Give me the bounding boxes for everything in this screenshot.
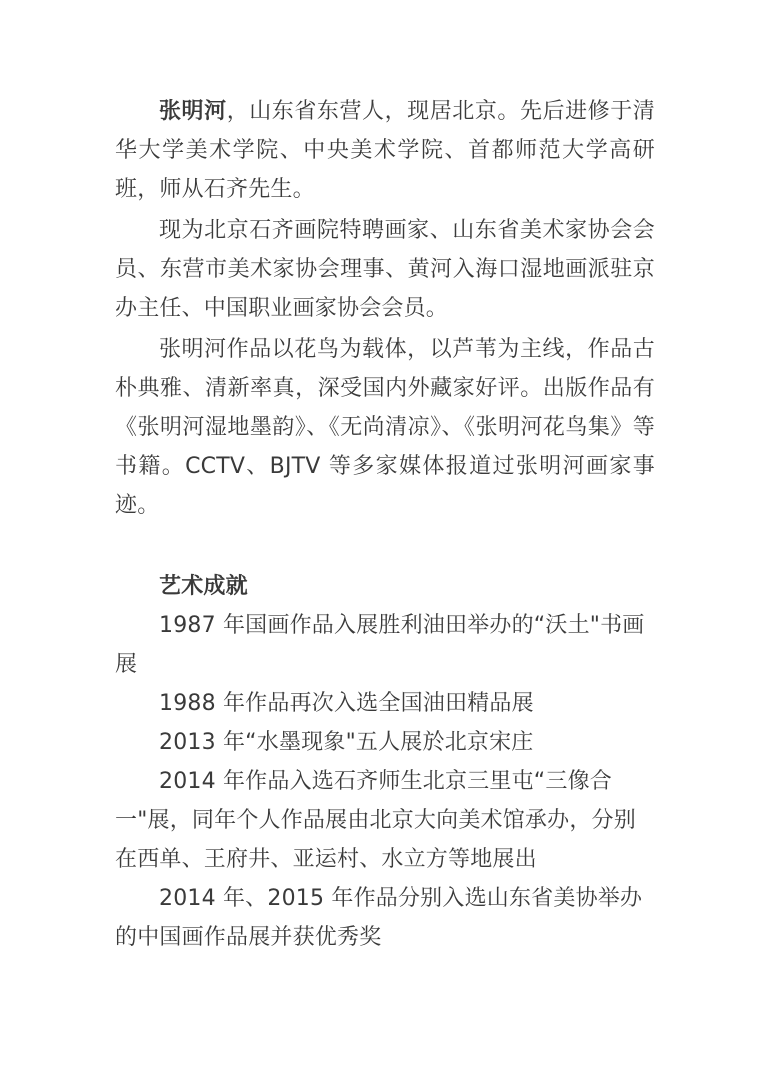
bio-works-paragraph: 张明河作品以花鸟为载体，以芦苇为主线，作品古朴典雅、清新率真，深受国内外藏家好评。出版作品有《张明河湿地墨韵》、《无尚清凉》、《张明河花鸟集》等书籍。CCTV、BJTV 等多家媒体报道过张明河画家事迹。	[115, 337, 655, 518]
section-spacer	[115, 527, 655, 567]
achievement-item-2014-2015: 2014 年、2015 年作品分别入选山东省美协举办的中国画作品展并获优秀奖	[115, 886, 643, 950]
bio-intro-text: ，山东省东营人，现居北京。先后进修于清华大学美术学院、中央美术学院、首都师范大学高研班，师从石齐先生。	[115, 99, 655, 202]
bio-intro-paragraph	[115, 92, 655, 209]
bio-positions-paragraph: 现为北京石齐画院特聘画家、山东省美术家协会会员、东营市美术家协会理事、黄河入海口湿地画派驻京办主任、中国职业画家协会会员。	[115, 218, 655, 321]
achievement-item-1987: 1987 年国画作品入展胜利油田举办的“沃土"书画展	[115, 613, 645, 677]
document-page	[115, 92, 655, 957]
artist-name: 张明河	[159, 99, 227, 124]
achievement-item-1988: 1988 年作品再次入选全国油田精品展	[159, 691, 534, 716]
achievements-heading: 艺术成就	[159, 574, 248, 599]
achievement-item-2013: 2013 年“水墨现象"五人展於北京宋庄	[159, 730, 534, 755]
achievement-item-2014-sanli: 2014 年作品入选石齐师生北京三里屯“三像合一"展，同年个人作品展由北京大向美术馆承办，分别在西单、王府井、亚运村、水立方等地展出	[115, 769, 636, 872]
